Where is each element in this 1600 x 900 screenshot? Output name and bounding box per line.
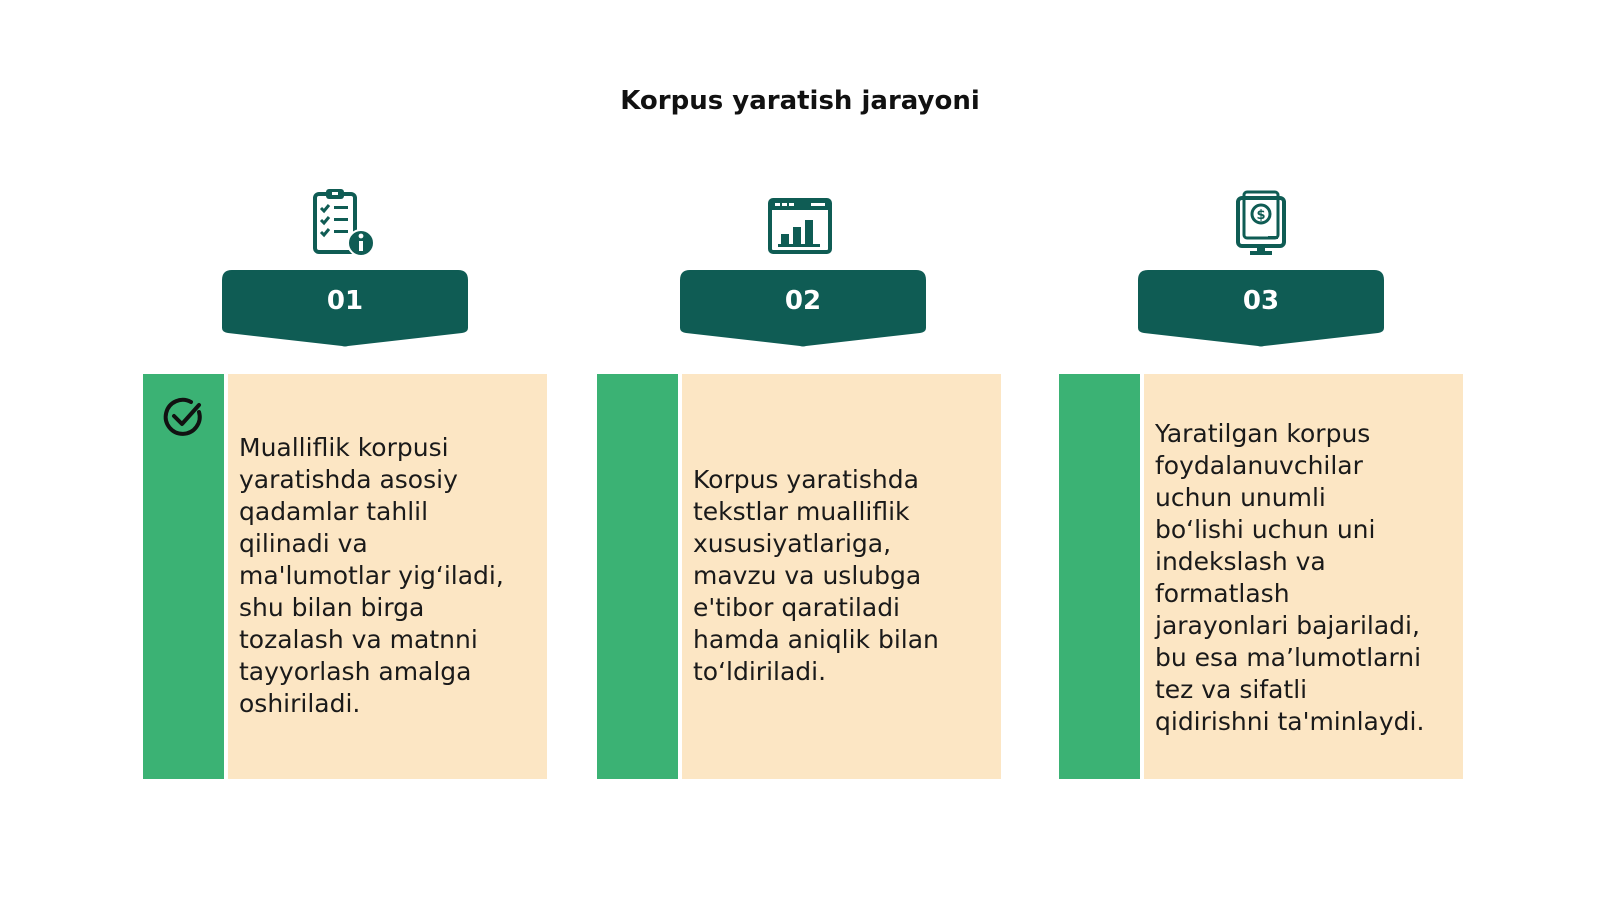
step-badge-02 (680, 270, 926, 348)
accent-bar (143, 374, 224, 779)
check-circle-icon (161, 394, 207, 440)
accent-bar (597, 374, 678, 779)
step-card-03 (1059, 374, 1463, 779)
step-description: Mualliflik korpusi yaratishda asosiy qadamlar tahlil qilinadi va ma'lumotlar yig‘iladi, shu bilan birga tozalash va matnni tayyorlash amalga oshiriladi. (239, 433, 504, 718)
step-number: 01 (326, 286, 364, 316)
monitor-dollar-icon (1228, 188, 1294, 258)
step-number: 02 (784, 286, 822, 316)
svg-text:$: $ (1256, 208, 1266, 223)
step-badge-03 (1138, 270, 1384, 348)
browser-bar-chart-icon (767, 188, 833, 258)
accent-bar (1059, 374, 1140, 779)
step-badge-01 (222, 270, 468, 348)
step-card-02 (597, 374, 1001, 779)
step-description: Korpus yaratishda tekstlar mualliflik xususiyatlariga, mavzu va uslubga e'tibor qaratiladi hamda aniqlik bilan to‘ldiriladi. (693, 465, 939, 686)
diagram-title: Korpus yaratish jarayoni (620, 86, 980, 116)
step-number: 03 (1242, 286, 1280, 316)
step-card-01 (143, 374, 547, 779)
step-description: Yaratilgan korpus foydalanuvchilar uchun unumli bo‘lishi uchun uni indekslash va formatlash jarayonlari bajariladi, bu esa ma’lumotlarni tez va sifatli qidirishni ta'minlaydi. (1155, 419, 1425, 736)
clipboard-checklist-info-icon (312, 188, 378, 258)
